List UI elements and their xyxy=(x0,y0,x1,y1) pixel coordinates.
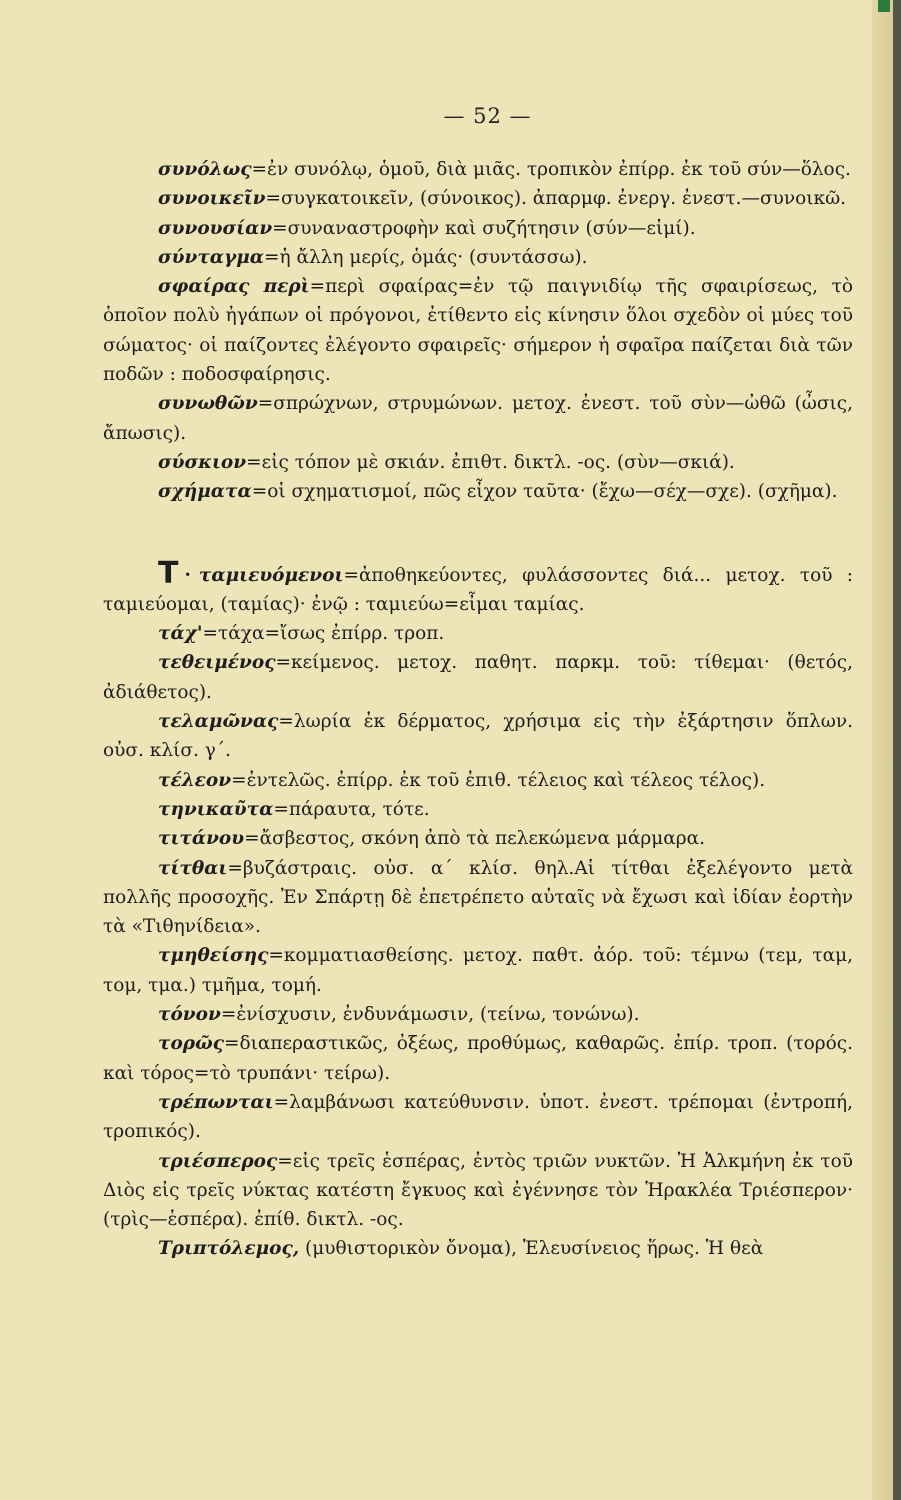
entry-definition: =ἐνίσχυσιν, ἐνδυνάμωσιν, (τείνω, τονώνω). xyxy=(220,1004,640,1026)
glossary-entry xyxy=(103,477,853,506)
glossary-entry xyxy=(103,155,853,184)
entry-definition: =οἱ σχηματισμοί, πῶς εἶχον ταῦτα· (ἔχω—σέχ—σχε). (σχῆμα). xyxy=(251,481,838,503)
entry-headword: τέλεον xyxy=(158,769,232,791)
entry-definition: =τάχα=ἴσως ἐπίρρ. τροπ. xyxy=(202,623,445,645)
entry-definition: =ἐν συνόλῳ, ὁμοῦ, διὰ μιᾶς. τροπικὸν ἐπίρρ. ἐκ τοῦ σύν—ὅλος. xyxy=(251,159,851,180)
entry-definition: =λωρία ἐκ δέρματος, χρήσιμα εἰς τὴν ἐξάρτησιν ὅπλων. οὐσ. κλίσ. γ΄. xyxy=(103,711,853,762)
entry-headword: τηνικαῦτα xyxy=(158,798,274,820)
entry-definition: =πάραυτα, τότε. xyxy=(273,798,430,820)
glossary-entry xyxy=(103,272,853,389)
entry-definition: =εἰς τόπον μὲ σκιάν. ἐπιθτ. δικτλ. -ος. (σὺν—σκιά). xyxy=(246,451,735,473)
section-letter: T xyxy=(158,555,179,591)
entry-headword: τρέπωνται xyxy=(158,1091,274,1113)
entry-headword: τάχ' xyxy=(158,623,203,645)
entry-definition: =κείμενος. μετοχ. παθητ. παρκμ. τοῦ: τίθεμαι· (θετός, ἀδιάθετος). xyxy=(103,652,853,703)
entry-definition: =περὶ σφαίρας=ἐν τῷ παιγνιδίῳ τῆς σφαιρίσεως, τὸ ὁποῖον πολὺ ἠγάπων οἱ πρόγονοι, ἐτίθεντο εἰς κίνησιν ὅλοι σχεδὸν οἱ μύες τοῦ σώματος· οἱ παίζοντες ἐλέγοντο σφαιρεῖς· σήμερον ἡ σφαῖρα παίζεται διὰ τῶν ποδῶν : ποδοσφαίρησις. xyxy=(103,276,854,386)
entry-definition: =ἀποθηκεύοντες, φυλάσσοντες διά... μετοχ. τοῦ : ταμιεύομαι, (ταμίας)· ἐνῷ : ταμιεύω=εἶμαι ταμίας. xyxy=(103,564,853,615)
entry-headword: συνοικεῖν xyxy=(158,188,266,210)
glossary-entry xyxy=(103,766,853,795)
glossary-entry xyxy=(103,243,853,272)
entry-headword: σύνταγμα xyxy=(158,246,264,268)
glossary-entry xyxy=(103,619,853,648)
entry-headword: ταμιευόμενοι xyxy=(198,564,344,586)
entry-definition: =εἰς τρεῖς ἑσπέρας, ἐντὸς τριῶν νυκτῶν. Ἡ Ἀλκμήνη ἐκ τοῦ Διὸς εἰς τρεῖς νύκτας κατέστη ἔγκυος καὶ ἐγέννησε τὸν Ἡρακλέα Τριέσπερον· (τρὶς—ἑσπέρα). ἐπίθ. δικτλ. -ος. xyxy=(103,1150,853,1231)
entries-sigma-section xyxy=(103,155,853,507)
glossary-entry xyxy=(103,1234,853,1263)
entry-definition: (μυθιστορικὸν ὄνομα), Ἐλευσίνειος ἥρως. Ἡ θεὰ xyxy=(299,1238,764,1260)
entry-headword: Τριπτόλεμος, xyxy=(158,1238,300,1260)
entry-definition: =σπρώχνων, στρυμώνων. μετοχ. ἐνεστ. τοῦ σὺν—ὠθῶ (ὦσις, ἄπωσις). xyxy=(103,393,853,444)
glossary-entry xyxy=(103,1000,853,1029)
glossary-entry xyxy=(103,184,853,213)
bookmark-tab xyxy=(878,0,890,12)
glossary-entry xyxy=(103,1029,853,1088)
entry-definition: =βυζάστραις. οὐσ. α΄ κλίσ. θηλ.Αἱ τίτθαι ἐξελέγοντο μετὰ πολλῆς προσοχῆς. Ἐν Σπάρτῃ δὲ ἐπετρέπετο αὐταῖς νὰ ἔχωσι καὶ ἰδίαν ἑορτὴν τὰ «Τιθηνίδεια». xyxy=(103,857,853,938)
glossary-entry xyxy=(103,1147,853,1235)
page-number: — 52 — xyxy=(443,104,532,128)
entry-headword: σφαίρας περὶ xyxy=(158,276,310,298)
entry-headword: συνόλως xyxy=(158,159,252,180)
glossary-entry xyxy=(103,214,853,243)
entry-headword: τμηθείσης xyxy=(158,945,269,967)
entry-definition: =ἡ ἄλλη μερίς, ὁμάς· (συντάσσω). xyxy=(264,246,588,268)
glossary-entry xyxy=(103,448,853,477)
entries-tau-section xyxy=(103,555,853,1264)
entry-headword: σχήματα xyxy=(158,481,252,503)
entry-headword: τορῶς xyxy=(158,1033,224,1055)
entry-headword: τεθειμένος xyxy=(158,652,276,674)
entry-headword: συνουσίαν xyxy=(158,217,273,239)
entry-headword: τριέσπερος xyxy=(158,1150,278,1172)
glossary-entry xyxy=(103,707,853,766)
glossary-entry: T · ταμιευόμενοι=ἀποθηκεύοντες, φυλάσσοντες διά... μετοχ. τοῦ : ταμιεύομαι, (ταμίας)· ἐνῷ : ταμιεύω=εἶμαι ταμίας. xyxy=(103,555,853,615)
entry-definition: =συγκατοικεῖν, (σύνοικος). ἀπαρμφ. ἐνεργ. ἐνεστ.—συνοικῶ. xyxy=(265,188,847,210)
entry-headword: τόνον xyxy=(158,1004,221,1026)
glossary-entry xyxy=(103,854,853,942)
entry-definition: =ἐντελῶς. ἐπίρρ. ἐκ τοῦ ἐπιθ. τέλειος καὶ τέλεος τέλος). xyxy=(231,769,766,791)
glossary-entry xyxy=(103,1088,853,1147)
entry-definition: =διαπεραστικῶς, ὀξέως, προθύμως, καθαρῶς. ἐπίρ. τροπ. (τορός. καὶ τόρος=τὸ τρυπάνι· τείρω). xyxy=(103,1033,853,1084)
entry-headword: τίτθαι xyxy=(158,857,228,879)
glossary-entry xyxy=(103,941,853,1000)
entry-definition: =συναναστροφὴν καὶ συζήτησιν (σύν—εἰμί). xyxy=(272,217,696,239)
entry-definition: =λαμβάνωσι κατεύθυνσιν. ὑποτ. ἐνεστ. τρέπομαι (ἐντροπή, τροπικός). xyxy=(103,1091,853,1143)
entry-definition: =κομματιασθείσης. μετοχ. παθτ. ἀόρ. τοῦ: τέμνω (τεμ, ταμ, τομ, τμα.) τμῆμα, τομή. xyxy=(103,945,853,996)
book-spine-edge xyxy=(893,0,901,1500)
glossary-entry xyxy=(103,824,853,853)
entry-definition: =ἄσβεστος, σκόνη ἀπὸ τὰ πελεκώμενα μάρμαρα. xyxy=(244,828,706,850)
glossary-entry xyxy=(103,389,853,448)
entry-headword: συνωθῶν xyxy=(158,393,258,415)
glossary-entry xyxy=(103,795,853,824)
glossary-body xyxy=(103,155,853,1264)
glossary-entry xyxy=(103,648,853,707)
entry-headword: τελαμῶνας xyxy=(158,711,279,733)
entry-headword: τιτάνου xyxy=(158,828,245,850)
entry-headword: σύσκιον xyxy=(158,451,247,473)
page-margin-edge xyxy=(872,0,893,1500)
